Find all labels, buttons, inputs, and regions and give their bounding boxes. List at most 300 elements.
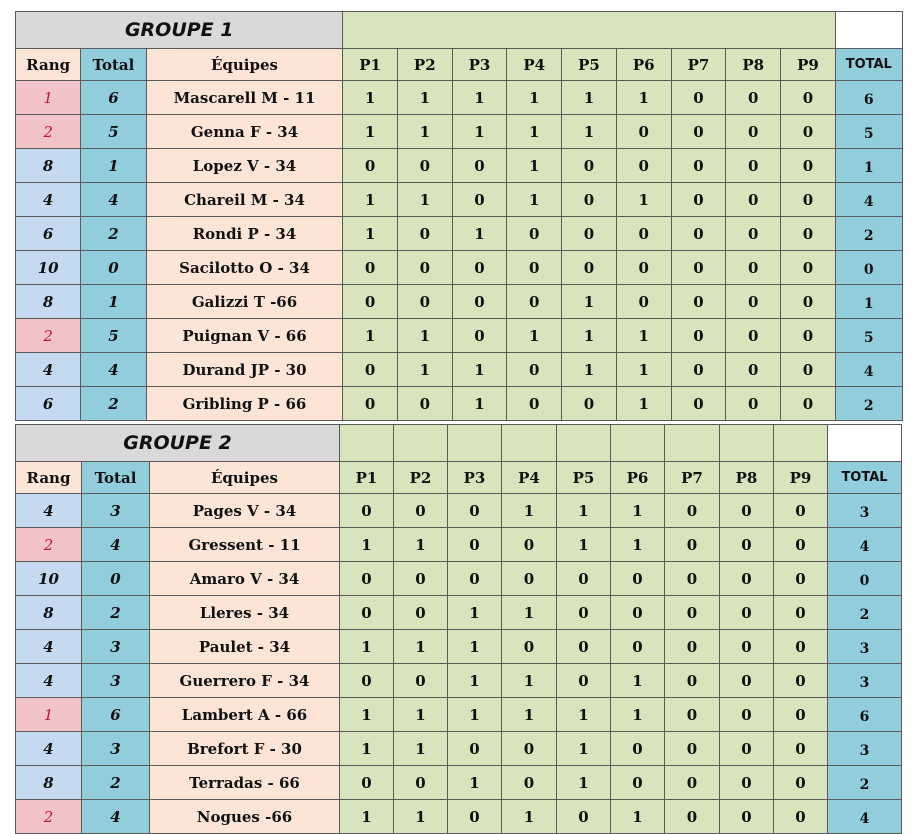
point-cell: 0 [448, 732, 502, 766]
grand-total-cell: 4 [835, 183, 902, 217]
grand-total-cell: 6 [828, 698, 902, 732]
point-cell: 1 [394, 732, 448, 766]
point-cell: 0 [452, 183, 506, 217]
point-cell: 0 [671, 183, 725, 217]
rank-cell: 10 [16, 562, 82, 596]
point-cell: 0 [671, 319, 725, 353]
group-2-table [15, 424, 902, 834]
team-cell: Amaro V - 34 [150, 562, 340, 596]
total-cell: 4 [81, 183, 146, 217]
point-cell: 0 [671, 81, 725, 115]
point-cell: 0 [340, 596, 394, 630]
point-cell: 1 [448, 630, 502, 664]
point-cell: 0 [562, 183, 616, 217]
point-cell: 0 [720, 562, 774, 596]
point-cell: 0 [726, 115, 781, 149]
point-cell: 0 [781, 217, 835, 251]
team-cell: Pages V - 34 [150, 494, 340, 528]
point-cell: 1 [557, 528, 611, 562]
table-row [16, 732, 902, 766]
point-header-p2: P2 [397, 49, 452, 81]
rank-cell: 10 [16, 251, 81, 285]
rank-cell: 8 [16, 149, 81, 183]
point-cell: 1 [340, 800, 394, 834]
team-cell: Gressent - 11 [150, 528, 340, 562]
point-cell: 0 [562, 149, 616, 183]
table-row [16, 596, 902, 630]
table-row [16, 183, 903, 217]
point-cell: 0 [781, 353, 835, 387]
total-cell: 0 [82, 562, 150, 596]
point-cell: 1 [452, 115, 506, 149]
rank-cell: 4 [16, 353, 81, 387]
points-header-band-cell [665, 425, 720, 462]
grand-total-cell: 5 [835, 115, 902, 149]
point-header-p2: P2 [394, 462, 448, 494]
point-cell: 0 [507, 285, 562, 319]
table-row [16, 149, 903, 183]
grand-total-cell: 3 [828, 664, 902, 698]
point-cell: 1 [611, 494, 665, 528]
point-cell: 0 [671, 285, 725, 319]
total-cell: 4 [82, 528, 150, 562]
rank-cell: 8 [16, 766, 82, 800]
point-cell: 0 [452, 149, 506, 183]
group-title: GROUPE 1 [16, 12, 343, 49]
total-cell: 6 [81, 81, 146, 115]
point-cell: 1 [502, 596, 557, 630]
rank-cell: 4 [16, 664, 82, 698]
grand-total-cell: 2 [828, 766, 902, 800]
point-cell: 1 [507, 149, 562, 183]
point-cell: 0 [397, 251, 452, 285]
total-cell: 3 [82, 664, 150, 698]
point-cell: 0 [781, 387, 835, 421]
point-cell: 1 [502, 698, 557, 732]
point-cell: 0 [394, 494, 448, 528]
point-cell: 0 [448, 528, 502, 562]
table-row [16, 698, 902, 732]
team-cell: Lleres - 34 [150, 596, 340, 630]
team-cell: Puignan V - 66 [146, 319, 343, 353]
point-cell: 0 [665, 766, 720, 800]
total-cell: 5 [81, 115, 146, 149]
points-header-band-cell [557, 425, 611, 462]
point-cell: 0 [781, 115, 835, 149]
point-cell: 1 [557, 766, 611, 800]
point-cell: 0 [774, 732, 828, 766]
point-cell: 0 [726, 353, 781, 387]
point-cell: 0 [781, 81, 835, 115]
point-cell: 1 [507, 183, 562, 217]
point-cell: 0 [781, 285, 835, 319]
point-header-p8: P8 [720, 462, 774, 494]
point-cell: 1 [343, 81, 397, 115]
table-row [16, 81, 903, 115]
grand-total-cell: 3 [828, 630, 902, 664]
point-header-p9: P9 [781, 49, 835, 81]
point-cell: 0 [502, 528, 557, 562]
point-cell: 1 [562, 319, 616, 353]
point-cell: 0 [781, 251, 835, 285]
point-cell: 1 [507, 319, 562, 353]
point-cell: 0 [562, 217, 616, 251]
point-cell: 0 [720, 528, 774, 562]
grand-total-cell: 2 [835, 217, 902, 251]
grand-total-cell: 4 [828, 800, 902, 834]
point-cell: 0 [665, 800, 720, 834]
point-cell: 1 [343, 183, 397, 217]
point-cell: 0 [557, 630, 611, 664]
point-cell: 0 [340, 766, 394, 800]
table-row [16, 353, 903, 387]
point-cell: 1 [616, 353, 671, 387]
point-cell: 0 [726, 81, 781, 115]
group-title: GROUPE 2 [16, 425, 340, 462]
point-cell: 0 [726, 251, 781, 285]
point-cell: 1 [448, 596, 502, 630]
point-cell: 0 [340, 562, 394, 596]
point-cell: 1 [507, 115, 562, 149]
point-cell: 1 [557, 698, 611, 732]
point-cell: 0 [557, 800, 611, 834]
point-cell: 0 [616, 217, 671, 251]
point-cell: 0 [720, 732, 774, 766]
rank-cell: 4 [16, 494, 82, 528]
team-cell: Lopez V - 34 [146, 149, 343, 183]
point-cell: 1 [507, 81, 562, 115]
point-cell: 1 [616, 387, 671, 421]
rank-cell: 4 [16, 630, 82, 664]
team-cell: Lambert A - 66 [150, 698, 340, 732]
group-title-row [16, 12, 903, 49]
point-cell: 0 [611, 596, 665, 630]
point-cell: 0 [507, 387, 562, 421]
point-header-p7: P7 [671, 49, 725, 81]
team-cell: Guerrero F - 34 [150, 664, 340, 698]
point-cell: 0 [665, 596, 720, 630]
rank-cell: 1 [16, 698, 82, 732]
point-cell: 1 [448, 698, 502, 732]
point-cell: 1 [611, 528, 665, 562]
point-cell: 0 [397, 285, 452, 319]
point-cell: 1 [397, 115, 452, 149]
point-cell: 0 [616, 149, 671, 183]
total-header: Total [82, 462, 150, 494]
point-cell: 1 [562, 285, 616, 319]
point-cell: 0 [502, 562, 557, 596]
point-cell: 0 [671, 387, 725, 421]
point-cell: 1 [502, 800, 557, 834]
point-cell: 0 [665, 494, 720, 528]
point-cell: 0 [616, 115, 671, 149]
grand-total-cell: 3 [828, 732, 902, 766]
rank-cell: 2 [16, 528, 82, 562]
point-header-p5: P5 [562, 49, 616, 81]
point-cell: 0 [774, 664, 828, 698]
point-cell: 0 [781, 183, 835, 217]
point-cell: 0 [502, 732, 557, 766]
points-header-band-cell [502, 425, 557, 462]
rank-cell: 1 [16, 81, 81, 115]
total-cell: 5 [81, 319, 146, 353]
point-cell: 0 [343, 285, 397, 319]
point-cell: 0 [726, 217, 781, 251]
total-header-blank [835, 12, 902, 49]
point-header-p6: P6 [611, 462, 665, 494]
point-cell: 1 [616, 81, 671, 115]
total-cell: 6 [82, 698, 150, 732]
equipes-header: Équipes [150, 462, 340, 494]
rank-cell: 8 [16, 596, 82, 630]
grand-total-cell: 1 [835, 149, 902, 183]
table-row [16, 528, 902, 562]
column-header-row [16, 49, 903, 81]
team-cell: Rondi P - 34 [146, 217, 343, 251]
grand-total-cell: 2 [828, 596, 902, 630]
point-cell: 0 [557, 596, 611, 630]
point-cell: 0 [720, 596, 774, 630]
grand-total-cell: 0 [828, 562, 902, 596]
total-cell: 1 [81, 285, 146, 319]
table-row [16, 217, 903, 251]
point-cell: 0 [507, 217, 562, 251]
team-cell: Terradas - 66 [150, 766, 340, 800]
point-cell: 0 [397, 217, 452, 251]
table-row [16, 562, 902, 596]
point-header-p3: P3 [452, 49, 506, 81]
total-cell: 4 [82, 800, 150, 834]
point-cell: 1 [452, 217, 506, 251]
rank-cell: 6 [16, 387, 81, 421]
point-cell: 0 [448, 800, 502, 834]
team-cell: Brefort F - 30 [150, 732, 340, 766]
point-cell: 0 [720, 630, 774, 664]
total-cell: 0 [81, 251, 146, 285]
point-cell: 1 [397, 183, 452, 217]
point-cell: 0 [340, 494, 394, 528]
team-cell: Sacilotto O - 34 [146, 251, 343, 285]
point-cell: 1 [394, 698, 448, 732]
point-cell: 0 [720, 494, 774, 528]
team-cell: Galizzi T -66 [146, 285, 343, 319]
point-cell: 0 [611, 562, 665, 596]
grand-total-cell: 2 [835, 387, 902, 421]
table-row [16, 494, 902, 528]
point-cell: 1 [340, 630, 394, 664]
point-cell: 0 [452, 285, 506, 319]
column-header-row [16, 462, 902, 494]
total-cell: 1 [81, 149, 146, 183]
point-cell: 0 [720, 800, 774, 834]
point-header-p1: P1 [343, 49, 397, 81]
point-cell: 0 [611, 732, 665, 766]
total-cell: 2 [81, 387, 146, 421]
points-header-band [343, 12, 835, 49]
point-cell: 1 [343, 115, 397, 149]
points-header-band-cell [611, 425, 665, 462]
point-cell: 0 [665, 562, 720, 596]
point-cell: 1 [562, 81, 616, 115]
point-header-p4: P4 [507, 49, 562, 81]
rank-cell: 4 [16, 732, 82, 766]
grand-total-cell: 5 [835, 319, 902, 353]
point-cell: 0 [665, 732, 720, 766]
point-cell: 0 [394, 562, 448, 596]
point-cell: 0 [611, 630, 665, 664]
point-cell: 1 [611, 800, 665, 834]
point-cell: 0 [726, 183, 781, 217]
point-cell: 0 [448, 562, 502, 596]
point-cell: 0 [774, 528, 828, 562]
point-cell: 0 [774, 494, 828, 528]
rank-cell: 8 [16, 285, 81, 319]
point-cell: 0 [720, 664, 774, 698]
point-cell: 1 [557, 494, 611, 528]
table-row [16, 800, 902, 834]
points-header-band-cell [448, 425, 502, 462]
point-cell: 0 [671, 217, 725, 251]
point-cell: 0 [665, 664, 720, 698]
point-cell: 0 [774, 630, 828, 664]
point-cell: 0 [343, 251, 397, 285]
point-cell: 1 [343, 319, 397, 353]
grand-total-cell: 6 [835, 81, 902, 115]
team-cell: Paulet - 34 [150, 630, 340, 664]
grand-total-cell: 0 [835, 251, 902, 285]
point-cell: 0 [665, 528, 720, 562]
point-header-p1: P1 [340, 462, 394, 494]
point-cell: 1 [562, 353, 616, 387]
grand-total-cell: 3 [828, 494, 902, 528]
table-row [16, 630, 902, 664]
point-cell: 0 [774, 562, 828, 596]
table-row [16, 766, 902, 800]
point-cell: 0 [394, 664, 448, 698]
total-cell: 2 [81, 217, 146, 251]
point-header-p7: P7 [665, 462, 720, 494]
point-cell: 0 [781, 319, 835, 353]
table-row [16, 251, 903, 285]
point-header-p9: P9 [774, 462, 828, 494]
point-cell: 0 [452, 251, 506, 285]
point-cell: 1 [452, 81, 506, 115]
grand-total-cell: 4 [828, 528, 902, 562]
point-header-p6: P6 [616, 49, 671, 81]
point-cell: 0 [343, 149, 397, 183]
point-header-p3: P3 [448, 462, 502, 494]
group-title-row [16, 425, 902, 462]
point-cell: 1 [340, 732, 394, 766]
total-header: Total [81, 49, 146, 81]
total-cell: 4 [81, 353, 146, 387]
point-cell: 0 [671, 251, 725, 285]
point-cell: 0 [502, 766, 557, 800]
table-row [16, 664, 902, 698]
point-cell: 1 [448, 766, 502, 800]
point-cell: 0 [397, 387, 452, 421]
point-cell: 1 [343, 217, 397, 251]
table-row [16, 319, 903, 353]
point-cell: 1 [397, 353, 452, 387]
point-cell: 1 [394, 800, 448, 834]
team-cell: Nogues -66 [150, 800, 340, 834]
point-cell: 0 [671, 353, 725, 387]
point-cell: 0 [343, 353, 397, 387]
point-cell: 1 [616, 319, 671, 353]
point-cell: 0 [726, 319, 781, 353]
points-header-band-cell [774, 425, 828, 462]
team-cell: Gribling P - 66 [146, 387, 343, 421]
point-cell: 0 [448, 494, 502, 528]
equipes-header: Équipes [146, 49, 343, 81]
point-cell: 0 [616, 251, 671, 285]
point-cell: 0 [726, 285, 781, 319]
point-cell: 0 [774, 596, 828, 630]
point-cell: 0 [774, 800, 828, 834]
point-cell: 0 [616, 285, 671, 319]
table-row [16, 115, 903, 149]
point-cell: 0 [774, 698, 828, 732]
point-cell: 0 [611, 766, 665, 800]
rank-cell: 2 [16, 800, 82, 834]
point-cell: 0 [394, 766, 448, 800]
point-cell: 0 [671, 149, 725, 183]
point-cell: 0 [502, 630, 557, 664]
rang-header: Rang [16, 462, 82, 494]
point-cell: 0 [394, 596, 448, 630]
point-header-p8: P8 [726, 49, 781, 81]
point-cell: 0 [507, 353, 562, 387]
point-header-p5: P5 [557, 462, 611, 494]
point-cell: 1 [502, 664, 557, 698]
point-cell: 0 [340, 664, 394, 698]
point-cell: 1 [397, 81, 452, 115]
point-cell: 0 [397, 149, 452, 183]
total-cell: 3 [82, 494, 150, 528]
point-cell: 1 [394, 528, 448, 562]
point-cell: 0 [726, 149, 781, 183]
group-1-table [15, 11, 903, 421]
grand-total-cell: 1 [835, 285, 902, 319]
point-cell: 0 [665, 698, 720, 732]
points-header-band-cell [394, 425, 448, 462]
point-cell: 0 [557, 664, 611, 698]
point-cell: 1 [611, 698, 665, 732]
rank-cell: 2 [16, 115, 81, 149]
total-cell: 3 [82, 732, 150, 766]
points-header-band-cell [340, 425, 394, 462]
point-header-p4: P4 [502, 462, 557, 494]
point-cell: 1 [611, 664, 665, 698]
team-cell: Genna F - 34 [146, 115, 343, 149]
point-cell: 0 [507, 251, 562, 285]
point-cell: 1 [562, 115, 616, 149]
table-row [16, 285, 903, 319]
point-cell: 1 [340, 698, 394, 732]
point-cell: 0 [671, 115, 725, 149]
team-cell: Durand JP - 30 [146, 353, 343, 387]
team-cell: Mascarell M - 11 [146, 81, 343, 115]
total-cell: 2 [82, 766, 150, 800]
total-header-blank [828, 425, 902, 462]
point-cell: 1 [557, 732, 611, 766]
point-cell: 0 [343, 387, 397, 421]
total-cell: 3 [82, 630, 150, 664]
table-row [16, 387, 903, 421]
point-cell: 0 [720, 766, 774, 800]
grand-total-cell: 4 [835, 353, 902, 387]
